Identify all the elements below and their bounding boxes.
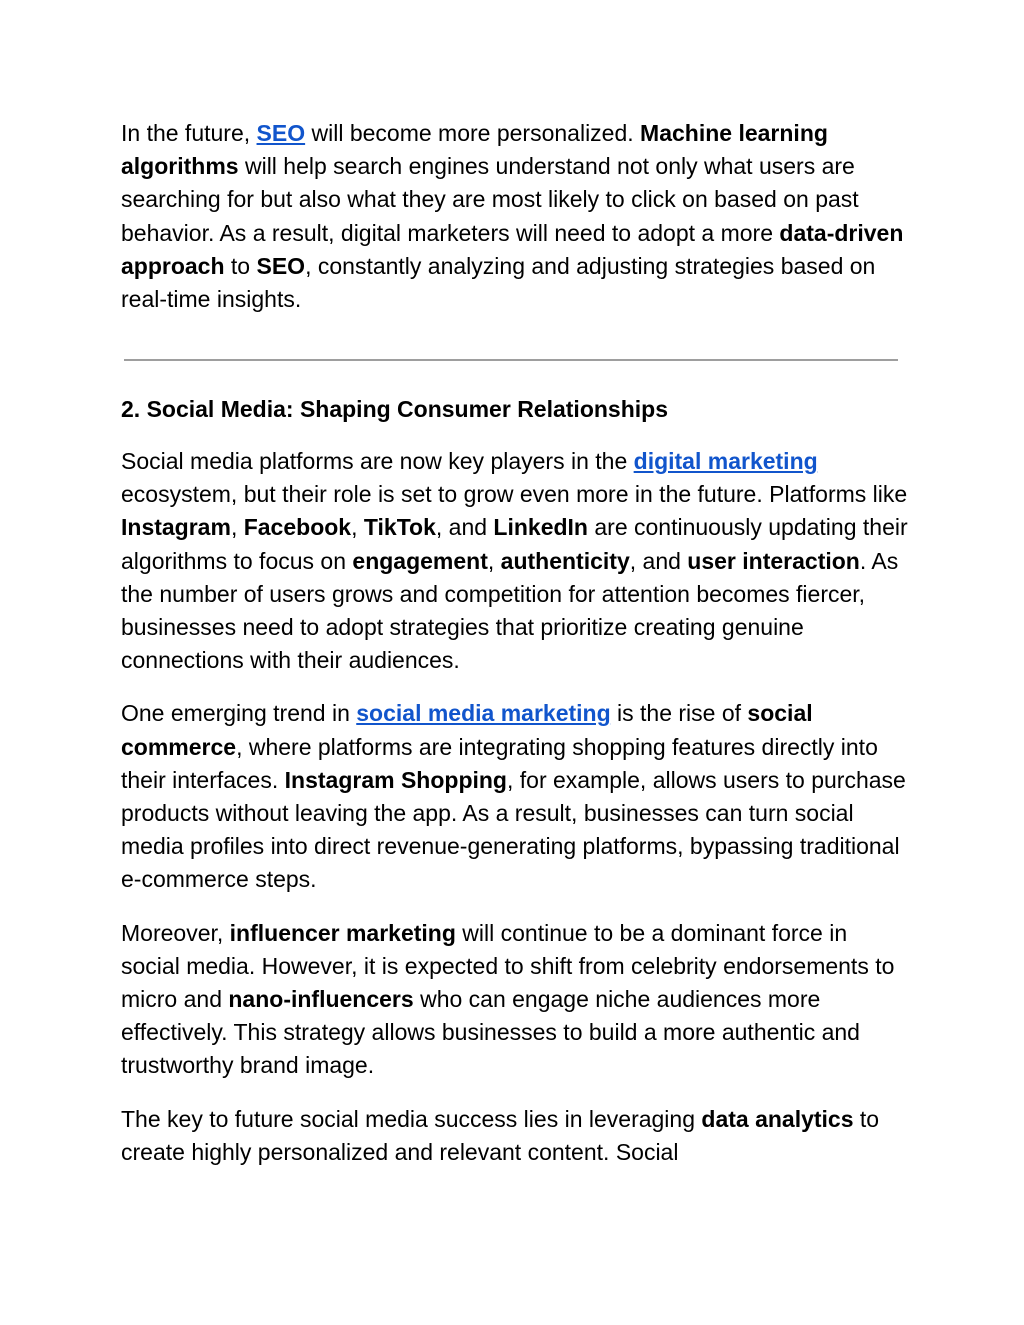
text: , (230, 514, 244, 541)
bold-text: TikTok (363, 514, 436, 541)
text: , constantly analyzing and adjusting strategies based on real-time insights. (121, 252, 876, 313)
bold-text: influencer marketing (229, 919, 456, 946)
bold-text: data analytics (701, 1105, 854, 1132)
intro-block (121, 117, 911, 316)
text: , where platforms are integrating shopping features directly into their interfaces. (121, 733, 878, 793)
text: . As the number of users grows and competition for attention becomes fiercer, businesses need to adopt strategies that prioritize creating genuine connections with their audiences. (121, 547, 899, 674)
text: , for example, allows users to purchase products without leaving the app. As a result, businesses can turn social media profiles into direct revenue-generating platforms, bypassing traditional e-commerce steps. (121, 766, 906, 893)
horizontal-divider (124, 359, 898, 361)
bold-text: engagement (352, 547, 488, 574)
text: who can engage niche audiences more effectively. This strategy allows businesses to build a more authentic and trustworthy brand image. (121, 986, 860, 1079)
text: to (224, 252, 257, 279)
bold-text: nano-influencers (228, 986, 414, 1013)
bold-text: data-driven approach (121, 219, 904, 279)
text: will help search engines understand not only what users are searching for but also what they are most likely to click on based on past behavior. As a result, digital marketers will need to adopt a more (121, 153, 859, 246)
paragraph-analytics (121, 1103, 911, 1169)
bold-text: authenticity (500, 547, 630, 574)
paragraph-influencer (121, 917, 911, 1083)
bold-text: Facebook (243, 514, 352, 541)
bold-text: LinkedIn (493, 514, 588, 541)
text: In the future, (121, 120, 257, 146)
bold-text: Machine learning algorithms (121, 120, 828, 180)
bold-text: social commerce (121, 700, 813, 760)
text: is the rise of (610, 700, 748, 727)
seo-link[interactable]: SEO (256, 120, 306, 146)
text: , and (435, 514, 494, 541)
text: The key to future social media success lies in leveraging (121, 1105, 702, 1132)
bold-text: user interaction (687, 547, 860, 574)
bold-text: Instagram Shopping (284, 766, 507, 793)
section-heading: 2. Social Media: Shaping Consumer Relationships (121, 396, 668, 422)
text: Moreover, (121, 919, 230, 946)
text: , and (629, 547, 688, 574)
text: will become more personalized. (305, 120, 641, 146)
paragraph-social-commerce (121, 697, 911, 896)
text: are continuously updating their algorithms to focus on (121, 514, 908, 574)
bold-text: SEO (256, 252, 306, 279)
intro-paragraph (121, 117, 911, 316)
text: to create highly personalized and relevant content. Social (121, 1105, 880, 1165)
text: One emerging trend in (121, 700, 357, 727)
text: Social media platforms are now key players in the (121, 448, 634, 474)
text: will continue to be a dominant force in social media. However, it is expected to shift from celebrity endorsements to micro and (121, 919, 895, 1013)
social-media-marketing-link[interactable]: social media marketing (356, 700, 611, 727)
digital-marketing-link[interactable]: digital marketing (633, 448, 818, 474)
text: ecosystem, but their role is set to grow even more in the future. Platforms like (121, 481, 908, 508)
paragraph-platforms (121, 445, 911, 677)
social-media-section (121, 393, 911, 1169)
text: , (351, 514, 364, 541)
bold-text: Instagram (121, 514, 231, 541)
text: , (487, 547, 501, 574)
